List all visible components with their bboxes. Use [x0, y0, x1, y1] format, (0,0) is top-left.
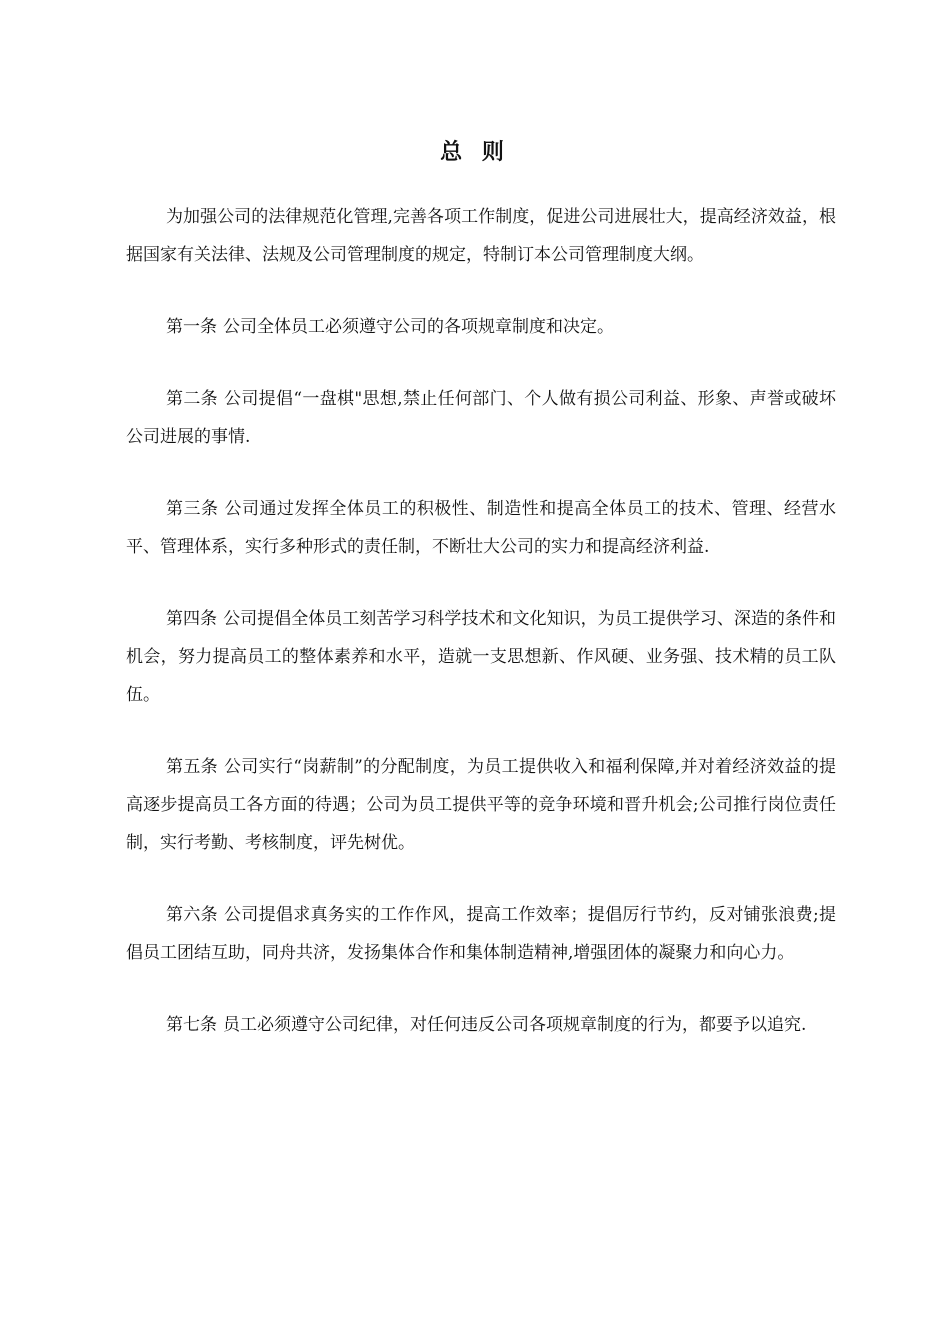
article-2: [126, 380, 836, 456]
article-text: 公司通过发挥全体员工的积极性、制造性和提高全体员工的技术、管理、经营水平、管理体系，实行多种形式的责任制，不断壮大公司的实力和提高经济利益.: [126, 499, 837, 557]
page-title: 总 则: [440, 139, 510, 165]
article-text: 公司提倡求真务实的工作作风，提高工作效率；提倡厉行节约，反对铺张浪费;提倡员工团结互助，同舟共济，发扬集体合作和集体制造精神,增强团体的凝聚力和向心力。: [126, 905, 836, 963]
article-number: 第一条: [166, 317, 217, 337]
article-text: 员工必须遵守公司纪律，对任何违反公司各项规章制度的行为，都要予以追究.: [223, 1015, 807, 1035]
article-4: [126, 600, 836, 714]
article-number: 第三条: [166, 499, 219, 519]
document-body: [126, 198, 836, 1078]
article-text: 公司实行“岗薪制”的分配制度，为员工提供收入和福利保障,并对着经济效益的提高逐步提高员工各方面的待遇；公司为员工提供平等的竞争环境和晋升机会;公司推行岗位责任制，实行考勤、考核制度，评先树优。: [126, 757, 837, 853]
article-1: [126, 308, 836, 346]
article-number: 第二条: [166, 389, 219, 409]
article-5: [126, 748, 836, 862]
article-text: 公司全体员工必须遵守公司的各项规章制度和决定。: [223, 317, 614, 337]
intro-paragraph: 为加强公司的法律规范化管理,完善各项工作制度，促进公司进展壮大，提高经济效益，根据国家有关法律、法规及公司管理制度的规定，特制订本公司管理制度大纲。: [126, 207, 836, 265]
article-text: 公司提倡全体员工刻苦学习科学技术和文化知识，为员工提供学习、深造的条件和机会，努力提高员工的整体素养和水平，造就一支思想新、作风硬、业务强、技术精的员工队伍。: [126, 609, 837, 705]
article-number: 第五条: [166, 757, 218, 777]
article-number: 第六条: [166, 905, 218, 925]
article-3: [126, 490, 836, 566]
article-number: 第四条: [166, 609, 218, 629]
article-6: [126, 896, 836, 972]
article-text: 公司提倡“一盘棋"思想,禁止任何部门、个人做有损公司利益、形象、声誉或破坏公司进展的事情.: [126, 389, 837, 447]
article-number: 第七条: [166, 1015, 217, 1035]
article-7: [126, 1006, 836, 1044]
